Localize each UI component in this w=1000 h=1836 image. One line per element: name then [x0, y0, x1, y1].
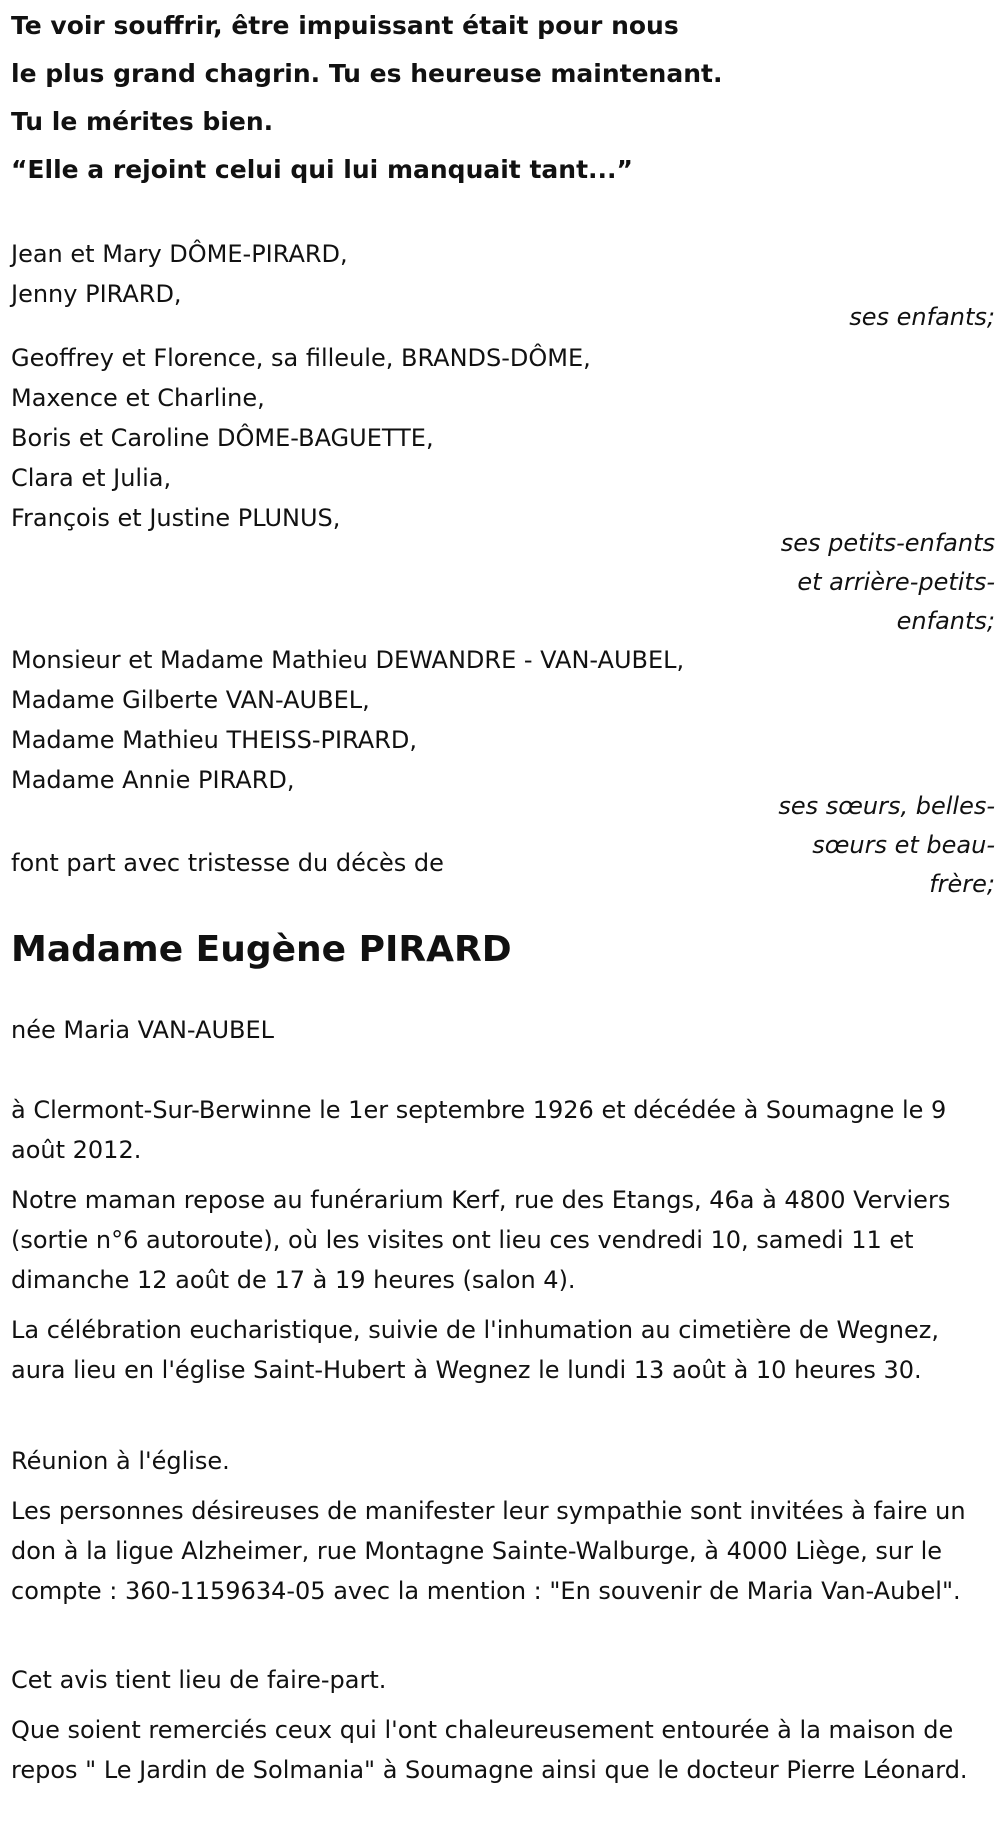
- relation-children: ses enfants;: [849, 303, 995, 331]
- paragraph-donation: Les personnes désireuses de manifester leur sympathie sont invitées à faire un don à la ligue Alzheimer, rue Montagne Sainte-Walburge, à 4000 Liège, sur le compte : 360-1159634-05 avec la mention : "En souvenir de Maria Van-Aubel".: [11, 1497, 966, 1605]
- verse-line: “Elle a rejoint celui qui lui manquait tant...”: [11, 155, 633, 184]
- family-name-line: Boris et Caroline DÔME-BAGUETTE,: [11, 424, 434, 452]
- family-name-line: Jean et Mary DÔME-PIRARD,: [11, 240, 348, 268]
- family-name-line: Madame Gilberte VAN-AUBEL,: [11, 686, 370, 714]
- family-name-line: Clara et Julia,: [11, 464, 172, 492]
- paragraph-meeting: Réunion à l'église.: [11, 1447, 230, 1475]
- birth-name: née Maria VAN-AUBEL: [11, 1016, 275, 1044]
- relation-siblings: ses sœurs, belles-sœurs et beau-frère;: [778, 792, 995, 898]
- family-name-line: Monsieur et Madame Mathieu DEWANDRE - VAN-AUBEL,: [11, 646, 685, 674]
- family-name-line: Jenny PIRARD,: [11, 280, 182, 308]
- verse-line: Te voir souffrir, être impuissant était pour nous: [11, 11, 679, 40]
- family-name-line: François et Justine PLUNUS,: [11, 504, 341, 532]
- family-name-line: Geoffrey et Florence, sa filleule, BRANDS-DÔME,: [11, 344, 591, 372]
- deceased-name: Madame Eugène PIRARD: [11, 929, 512, 970]
- verse-line: Tu le mérites bien.: [11, 107, 274, 136]
- paragraph-birth-death: à Clermont-Sur-Berwinne le 1er septembre 1926 et décédée à Soumagne le 9 août 2012.: [11, 1096, 947, 1164]
- family-name-line: Madame Annie PIRARD,: [11, 766, 295, 794]
- family-name-line: Maxence et Charline,: [11, 384, 265, 412]
- announcement-text: font part avec tristesse du décès de: [11, 849, 444, 877]
- family-name-line: Madame Mathieu THEISS-PIRARD,: [11, 726, 417, 754]
- paragraph-ceremony: La célébration eucharistique, suivie de l'inhumation au cimetière de Wegnez, aura lieu en l'église Saint-Hubert à Wegnez le lundi 13 août à 10 heures 30.: [11, 1316, 940, 1384]
- paragraph-thanks: Que soient remerciés ceux qui l'ont chaleureusement entourée à la maison de repos " Le Jardin de Solmania" à Soumagne ainsi que le docteur Pierre Léonard.: [11, 1716, 968, 1784]
- verse-line: le plus grand chagrin. Tu es heureuse maintenant.: [11, 59, 723, 88]
- paragraph-notice: Cet avis tient lieu de faire-part.: [11, 1666, 387, 1694]
- paragraph-visitation: Notre maman repose au funérarium Kerf, rue des Etangs, 46a à 4800 Verviers (sortie n°6 autoroute), où les visites ont lieu ces vendredi 10, samedi 11 et dimanche 12 août de 17 à 19 heures (salon 4).: [11, 1186, 951, 1294]
- relation-grandchildren: ses petits-enfants et arrière-petits-enfants;: [780, 529, 995, 635]
